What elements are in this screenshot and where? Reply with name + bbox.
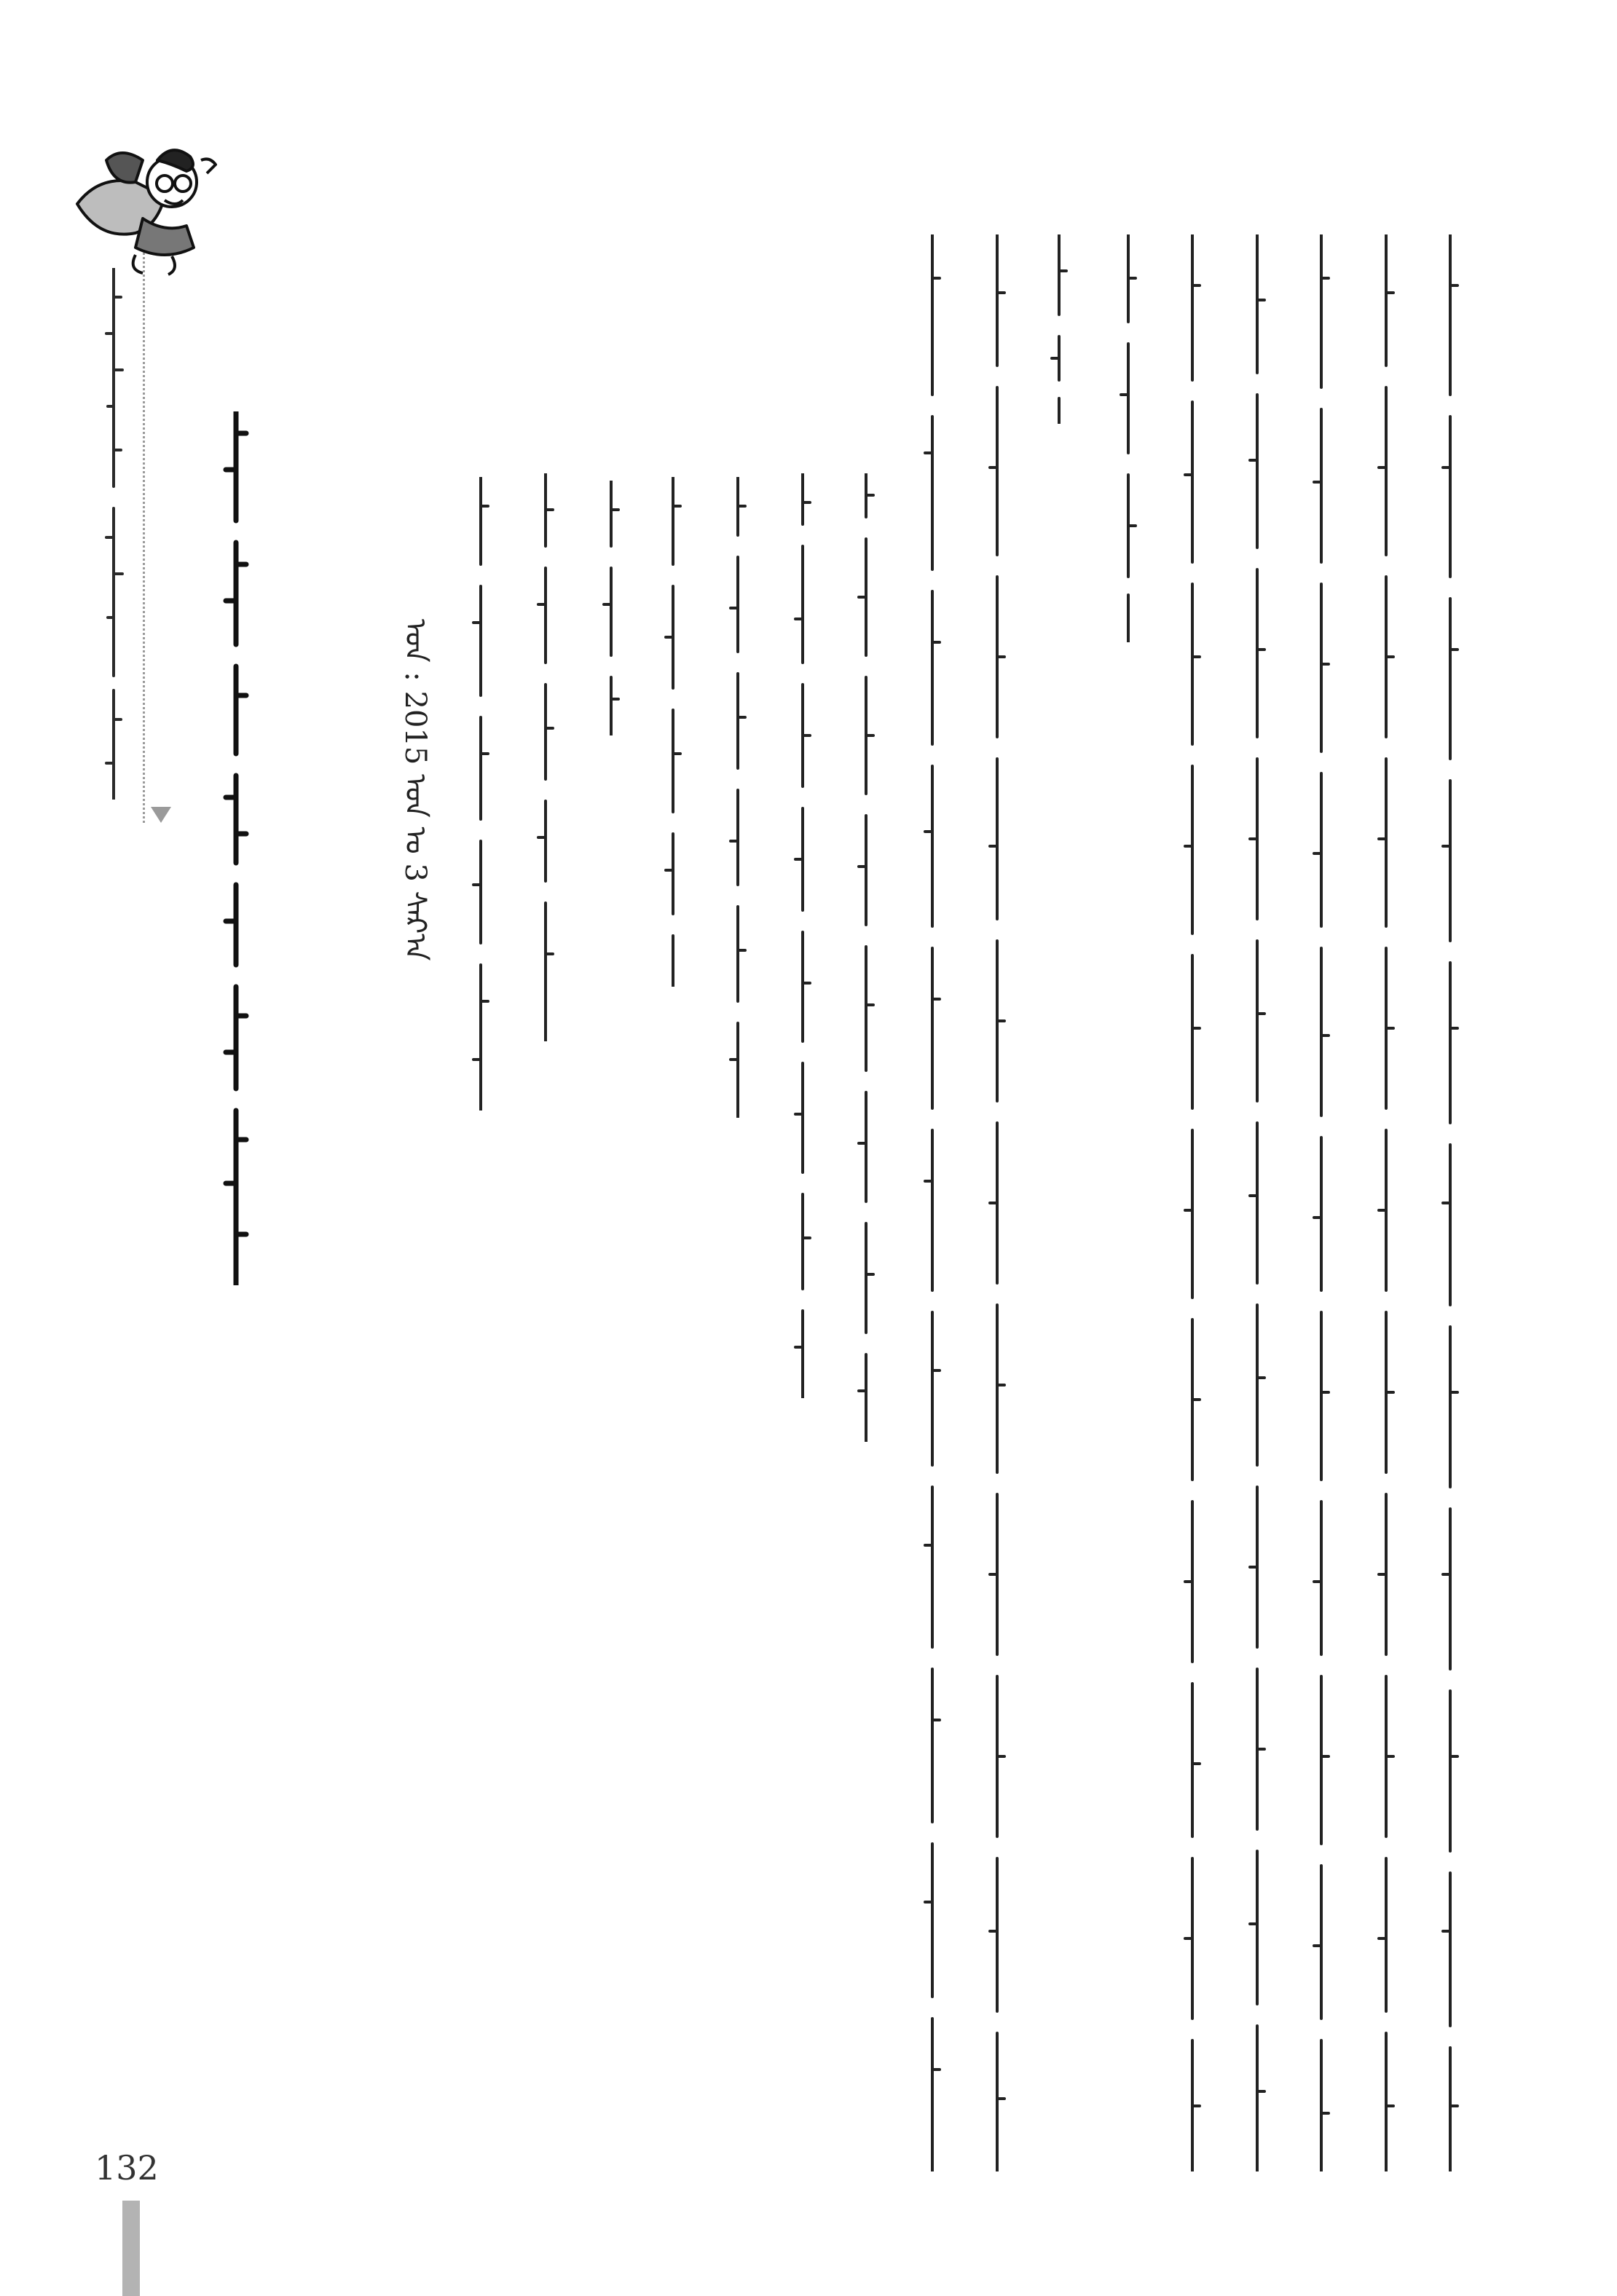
paragraph-line <box>1304 234 1339 2171</box>
page-number: 132 <box>95 2148 159 2187</box>
credit-line <box>849 473 884 1442</box>
paragraph-line <box>980 234 1015 2171</box>
paragraph-line <box>1240 234 1275 2171</box>
paragraph-line <box>1175 234 1210 2171</box>
paragraph-line <box>915 234 950 2171</box>
credit-line <box>463 477 498 1110</box>
credit-line <box>720 477 755 1118</box>
credit-line <box>528 473 563 1041</box>
credit-line <box>785 473 820 1398</box>
paragraph-line <box>1433 234 1468 2171</box>
mascot-boy-icon <box>63 131 230 277</box>
paragraph-line <box>1042 234 1077 424</box>
date-line-text: ᠣᠨ : 2015 ᠣᠨ ᠤ 3 ᠰᠠᠷ᠎ᠠ <box>398 619 432 961</box>
date-line <box>393 619 437 961</box>
paragraph-line <box>1369 234 1404 2171</box>
credit-line <box>594 481 629 735</box>
article-title <box>219 411 253 1285</box>
page-edge-bar <box>122 2201 140 2296</box>
credit-line <box>656 477 691 987</box>
triangle-arrow-icon <box>151 807 171 823</box>
paragraph-line <box>1111 234 1146 642</box>
header-dotted-rule <box>143 240 145 823</box>
running-header <box>99 268 128 800</box>
